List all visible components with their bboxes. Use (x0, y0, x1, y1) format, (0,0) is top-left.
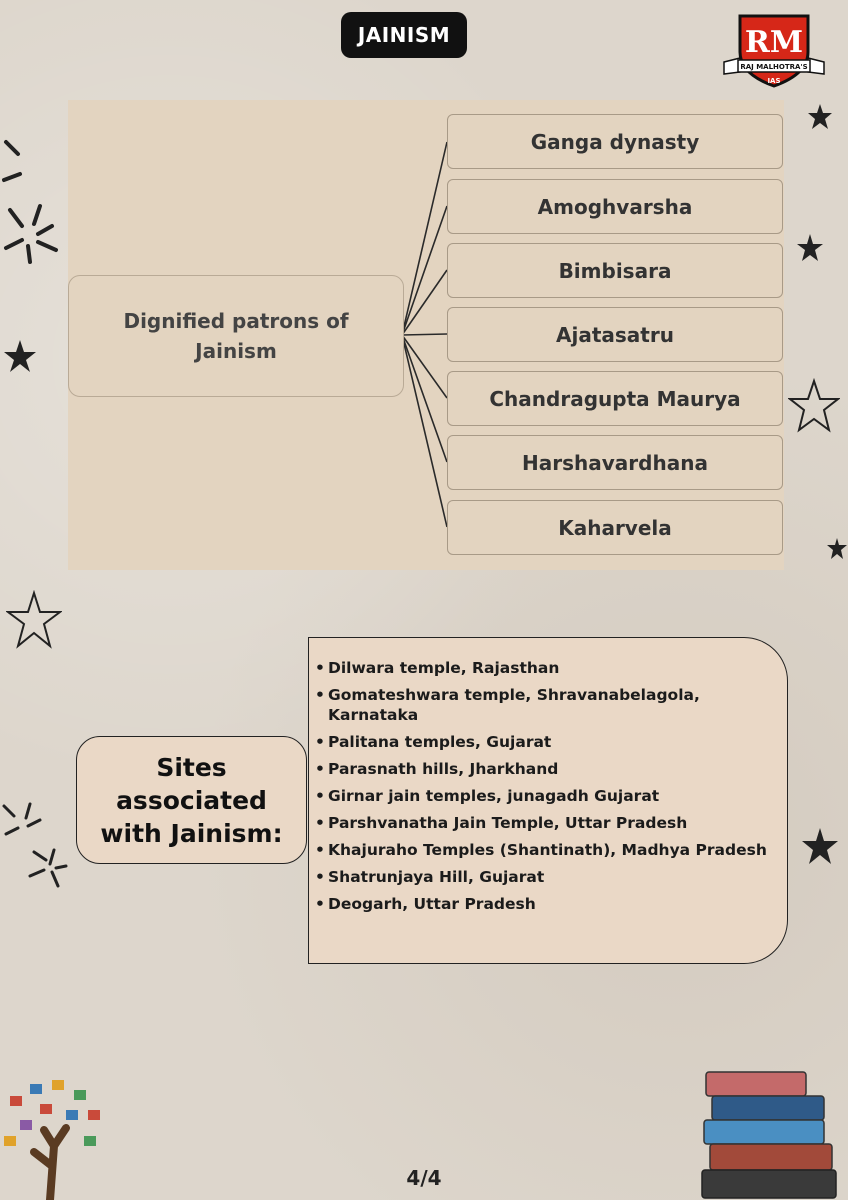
star-outline-doodle-icon (788, 378, 840, 436)
logo-text: RAJ MALHOTRA'S (740, 63, 808, 71)
star-doodle-icon (795, 232, 825, 264)
list-item: • Palitana temples, Gujarat (315, 732, 775, 752)
star-doodle-icon (806, 102, 834, 132)
list-item: • Gomateshwara temple, Shravanabelagola, Karnataka (315, 685, 775, 725)
sites-list (315, 658, 775, 914)
patron-box: Chandragupta Maurya (447, 371, 783, 426)
sunburst-doodle-icon (0, 130, 70, 270)
logo-monogram: RM (744, 25, 804, 60)
list-item: • Deogarh, Uttar Pradesh (315, 894, 775, 914)
patron-box: Bimbisara (447, 243, 783, 298)
sites-heading-line3: with Jainism: (100, 818, 283, 848)
star-doodle-icon (2, 338, 38, 374)
patron-box: Amoghvarsha (447, 179, 783, 234)
patron-box: Ajatasatru (447, 307, 783, 362)
sites-list-panel (308, 637, 788, 964)
sunburst-doodle-icon (0, 800, 72, 894)
list-item: • Parshvanatha Jain Temple, Uttar Pradesh (315, 813, 775, 833)
logo-sub: IAS (767, 77, 781, 85)
page-number: 4/4 (406, 1166, 442, 1190)
star-doodle-icon (800, 826, 840, 866)
patron-box: Harshavardhana (447, 435, 783, 490)
star-outline-doodle-icon (6, 590, 62, 650)
patron-box: Ganga dynasty (447, 114, 783, 169)
patrons-root-line1: Dignified patrons of (123, 309, 349, 333)
patrons-root-node (68, 275, 404, 397)
book-stack-illustration-icon (700, 1066, 840, 1200)
list-item: • Girnar jain temples, junagadh Gujarat (315, 786, 775, 806)
patrons-root-line2: Jainism (195, 339, 277, 363)
sites-heading-line1: Sites (156, 752, 227, 782)
page-title: JAINISM (341, 12, 467, 58)
list-item: • Parasnath hills, Jharkhand (315, 759, 775, 779)
patron-box: Kaharvela (447, 500, 783, 555)
list-item: • Dilwara temple, Rajasthan (315, 658, 775, 678)
star-doodle-icon (826, 536, 848, 562)
list-item: • Shatrunjaya Hill, Gujarat (315, 867, 775, 887)
sites-heading-box (76, 736, 307, 864)
book-tree-illustration-icon (0, 1076, 112, 1200)
list-item: • Khajuraho Temples (Shantinath), Madhya Pradesh (315, 840, 775, 860)
sites-heading-line2: associated (116, 785, 267, 815)
